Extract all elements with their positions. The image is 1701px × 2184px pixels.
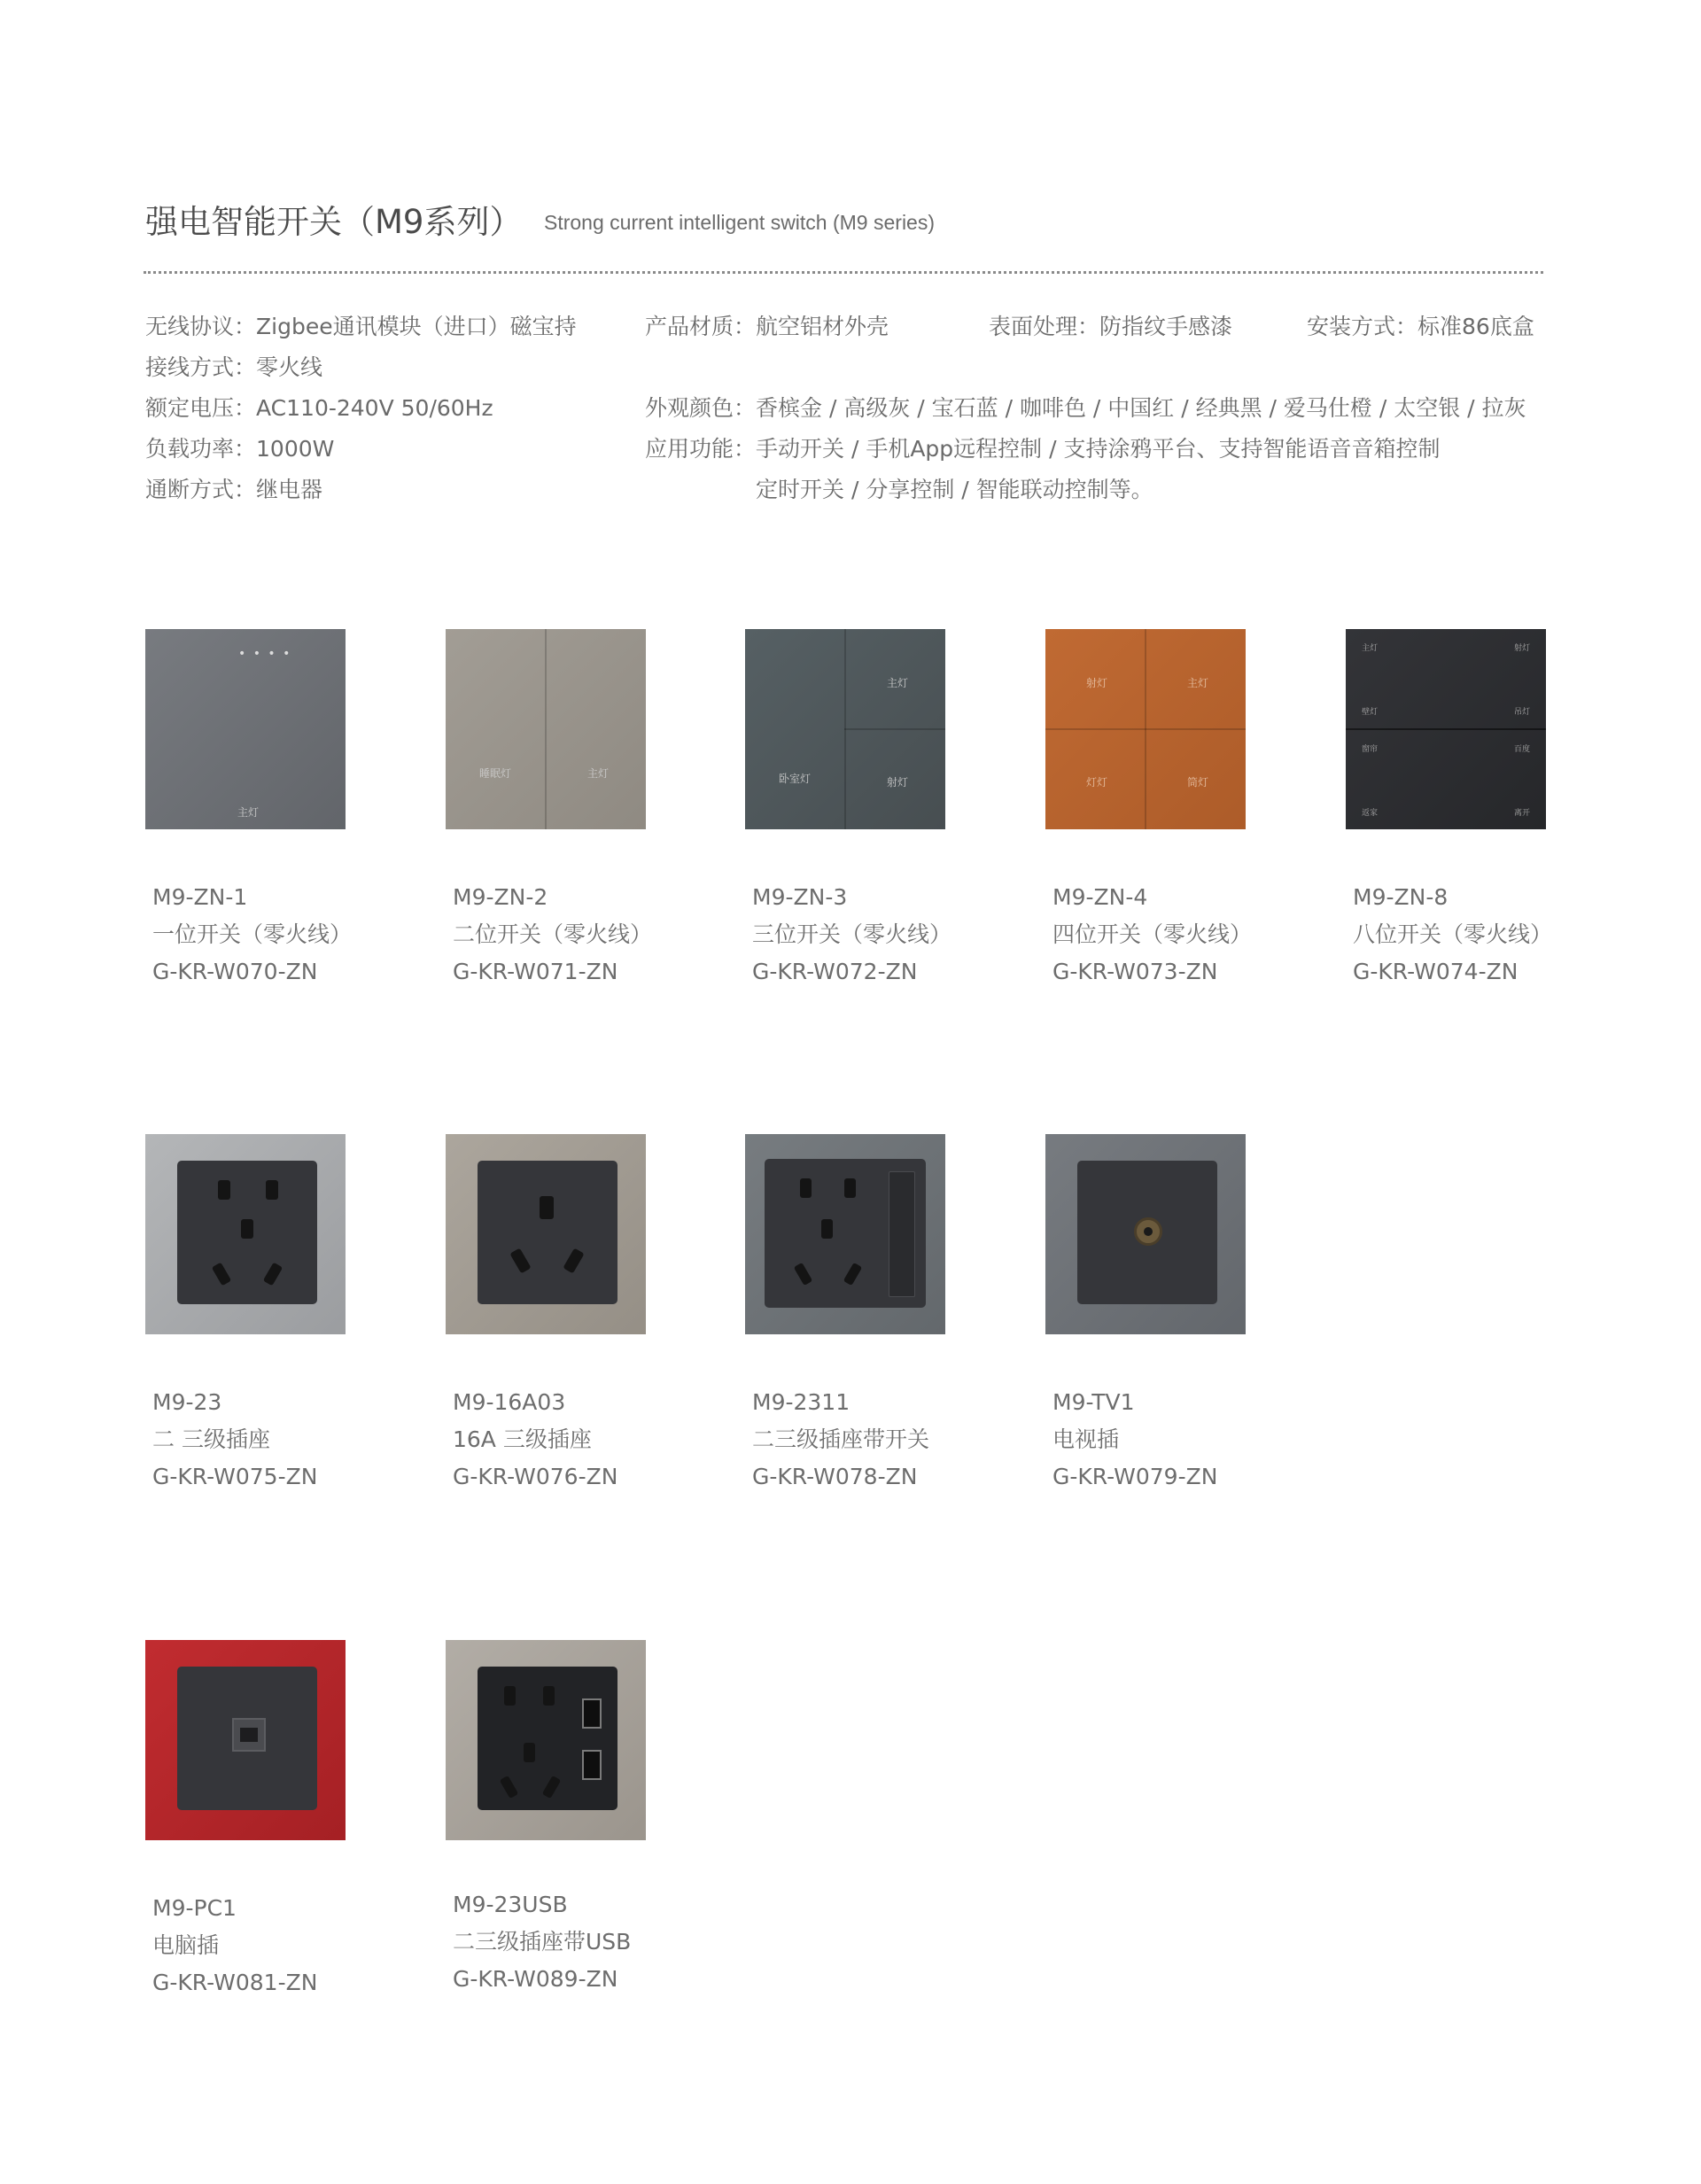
spec-color: 外观颜色：香槟金 / 高级灰 / 宝石蓝 / 咖啡色 / 中国红 / 经典黑 / 爱马仕橙 / 太空银 / 拉灰 <box>645 395 1526 421</box>
socket-insert <box>765 1159 926 1308</box>
socket-5hole-image <box>145 1134 346 1334</box>
product-caption <box>1353 879 1619 991</box>
socket-insert <box>177 1667 317 1810</box>
product-caption <box>752 1384 1018 1496</box>
product-model: M9-23USB <box>453 1892 568 1917</box>
socket-with-switch-image <box>745 1134 945 1334</box>
product-name: 二三级插座带开关 <box>752 1426 930 1452</box>
key-label: 壁灯 <box>1362 708 1379 717</box>
product-code: G-KR-W072-ZN <box>752 959 918 984</box>
product-model: M9-23 <box>152 1389 222 1415</box>
product-caption <box>453 1384 718 1496</box>
rocker-switch <box>889 1171 915 1297</box>
spec-relay: 通断方式：继电器 <box>145 477 323 502</box>
usb-port <box>582 1750 602 1780</box>
spec-wiring: 接线方式：零火线 <box>145 354 323 380</box>
key-label: 睡眠灯 <box>479 767 512 780</box>
key-label: 百度 <box>1514 745 1531 754</box>
switch-3gang-image <box>745 629 945 829</box>
switch-2gang-image <box>446 629 646 829</box>
socket-insert <box>478 1667 617 1810</box>
product-name: 电脑插 <box>152 1932 220 1958</box>
product-code: G-KR-W075-ZN <box>152 1464 318 1489</box>
product-caption <box>453 879 718 991</box>
product-name: 八位开关（零火线） <box>1353 921 1553 947</box>
socket-insert <box>1077 1161 1217 1304</box>
product-name: 四位开关（零火线） <box>1052 921 1253 947</box>
product-model: M9-ZN-1 <box>152 884 248 910</box>
socket-16a-image <box>446 1134 646 1334</box>
product-caption <box>752 879 1018 991</box>
key-seam <box>1346 728 1546 730</box>
key-label: 主灯 <box>237 806 260 819</box>
key-label: 主灯 <box>587 767 610 780</box>
key-label: 射灯 <box>1086 677 1108 689</box>
key-seam <box>844 728 945 730</box>
key-label: 主灯 <box>1187 677 1209 689</box>
switch-8gang-image <box>1346 629 1546 829</box>
product-name: 16A 三级插座 <box>453 1426 592 1452</box>
product-model: M9-16A03 <box>453 1389 566 1415</box>
product-caption <box>453 1886 718 1998</box>
spec-power: 负载功率：1000W <box>145 436 335 462</box>
key-seam <box>545 629 547 829</box>
product-code: G-KR-W070-ZN <box>152 959 318 984</box>
tv-port <box>1134 1217 1162 1246</box>
spec-voltage: 额定电压：AC110-240V 50/60Hz <box>145 395 493 421</box>
key-label: 灯灯 <box>1086 776 1108 789</box>
product-model: M9-ZN-2 <box>453 884 548 910</box>
product-code: G-KR-W081-ZN <box>152 1970 318 1995</box>
key-seam <box>1045 728 1246 730</box>
spec-wireless: 无线协议：Zigbee通讯模块（进口）磁宝持 <box>145 314 577 339</box>
product-code: G-KR-W071-ZN <box>453 959 618 984</box>
product-code: G-KR-W089-ZN <box>453 1966 618 1992</box>
spec-function-cont: 定时开关 / 分享控制 / 智能联动控制等。 <box>756 477 1153 502</box>
product-code: G-KR-W078-ZN <box>752 1464 918 1489</box>
product-model: M9-ZN-4 <box>1052 884 1148 910</box>
socket-insert <box>478 1161 617 1304</box>
key-label: 主灯 <box>1362 644 1379 653</box>
product-code: G-KR-W074-ZN <box>1353 959 1518 984</box>
network-port <box>232 1718 266 1752</box>
key-label: 卧室灯 <box>779 773 812 785</box>
socket-usb-image <box>446 1640 646 1840</box>
product-code: G-KR-W079-ZN <box>1052 1464 1218 1489</box>
product-code: G-KR-W076-ZN <box>453 1464 618 1489</box>
spec-install: 安装方式：标准86底盒 <box>1307 314 1534 339</box>
product-model: M9-ZN-3 <box>752 884 848 910</box>
socket-insert <box>177 1161 317 1304</box>
key-label: 主灯 <box>887 677 909 689</box>
switch-4gang-image <box>1045 629 1246 829</box>
product-model: M9-ZN-8 <box>1353 884 1449 910</box>
spec-function: 应用功能：手动开关 / 手机App远程控制 / 支持涂鸦平台、支持智能语音音箱控制 <box>645 436 1441 462</box>
product-model: M9-TV1 <box>1052 1389 1135 1415</box>
spec-material: 产品材质：航空铝材外壳 <box>645 314 889 339</box>
indicator-dots: • • • • <box>238 647 292 661</box>
page-subtitle: Strong current intelligent switch (M9 series) <box>544 211 935 234</box>
usb-port <box>582 1698 602 1729</box>
product-name: 二 三级插座 <box>152 1426 270 1452</box>
key-label: 返家 <box>1362 809 1379 818</box>
page-title: 强电智能开关（M9系列） <box>145 203 523 241</box>
product-caption <box>152 879 418 991</box>
key-label: 射灯 <box>1514 644 1531 653</box>
socket-tv-image <box>1045 1134 1246 1334</box>
switch-1gang-image <box>145 629 346 829</box>
key-label: 离开 <box>1514 809 1531 818</box>
socket-pc-image <box>145 1640 346 1840</box>
product-name: 一位开关（零火线） <box>152 921 353 947</box>
product-name: 二三级插座带USB <box>453 1929 632 1955</box>
key-label: 吊灯 <box>1514 708 1531 717</box>
product-name: 二位开关（零火线） <box>453 921 653 947</box>
product-name: 电视插 <box>1052 1426 1120 1452</box>
product-code: G-KR-W073-ZN <box>1052 959 1218 984</box>
product-caption <box>1052 879 1318 991</box>
product-name: 三位开关（零火线） <box>752 921 952 947</box>
key-label: 窗帘 <box>1362 745 1379 754</box>
product-model: M9-PC1 <box>152 1895 237 1921</box>
key-label: 筒灯 <box>1187 776 1209 789</box>
product-caption <box>152 1384 418 1496</box>
spec-surface: 表面处理：防指纹手感漆 <box>989 314 1233 339</box>
product-caption <box>152 1890 418 2001</box>
product-caption <box>1052 1384 1318 1496</box>
key-label: 射灯 <box>887 776 909 789</box>
product-model: M9-2311 <box>752 1389 850 1415</box>
dotted-divider <box>144 271 1543 274</box>
